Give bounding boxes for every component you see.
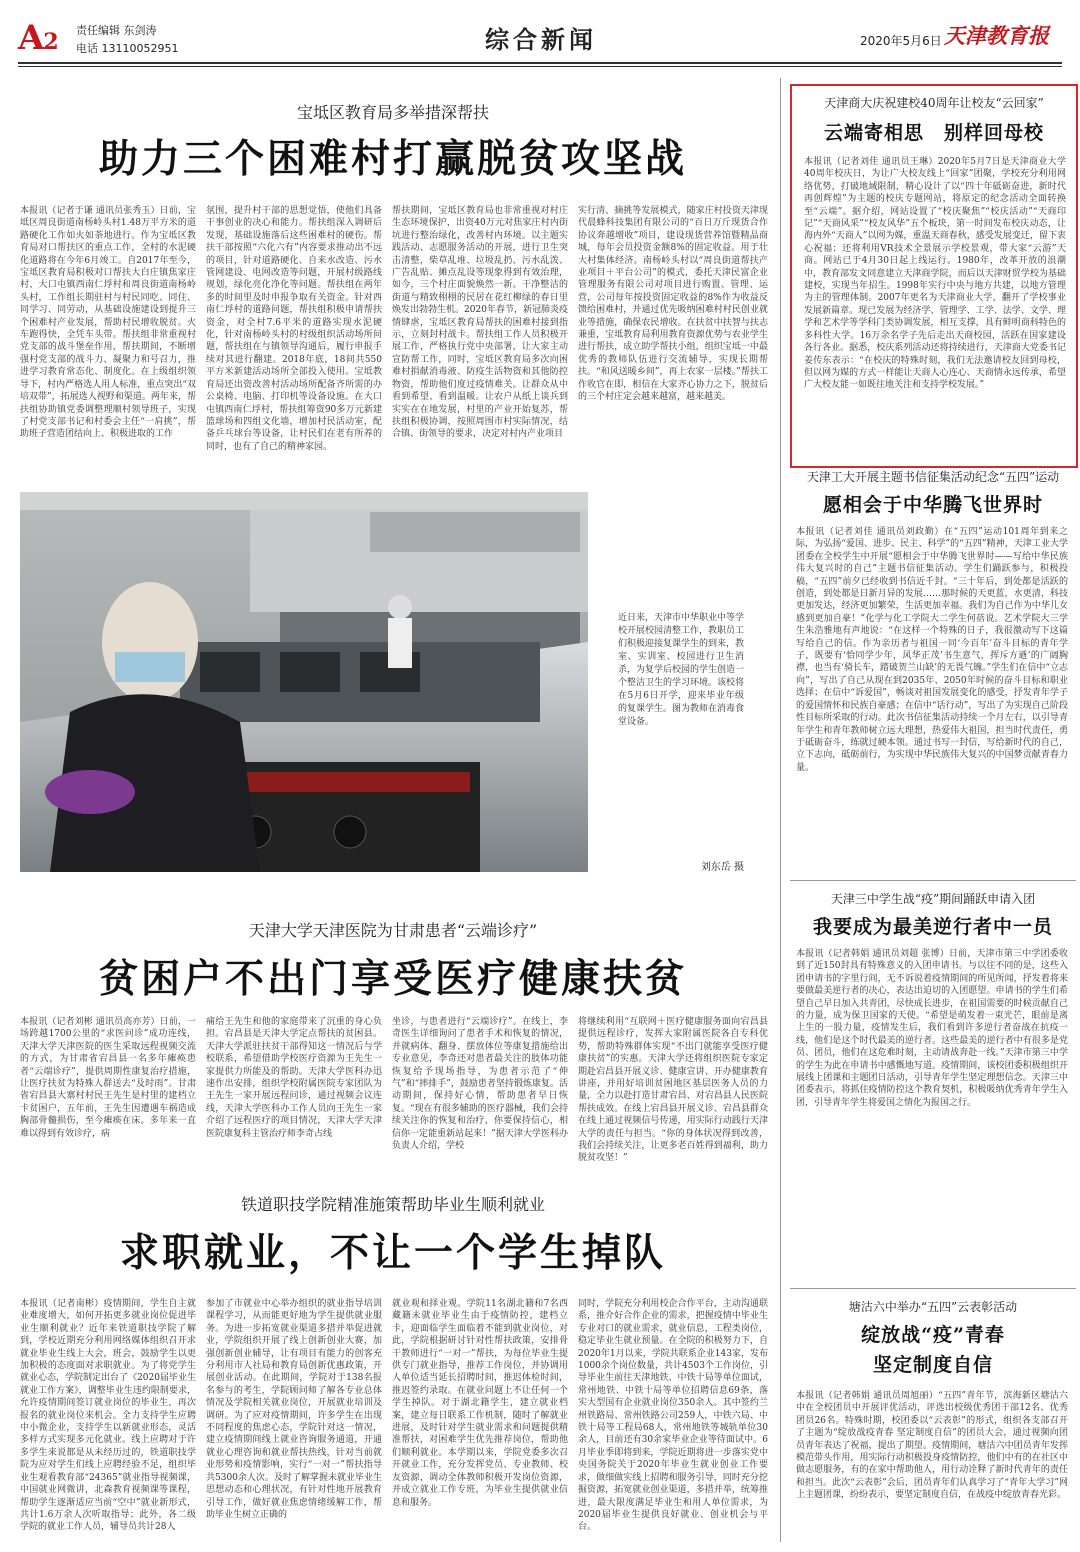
article2-column: 坐诊，与患者进行“云端诊疗”。在线上，李奇医生详细询问了患者手术和恢复的情况，并就病体、翻身、摆放体位等康复措施给出专业意见，李奇还对患者最关注的肢体功能恢复给予现场指导，为患者示范了“伸气”和“摔排手”，鼓励患者坚持锻炼康复。活动期间，保持好心情，帮助患者早日恢复。“现在有很多辅助的医疗器械，我们会持续关注你的恢复和治疗，你要保持信心，相信你一定能重新站起来！”据天津大学医科办负责人介绍，学校: [392, 1017, 568, 1152]
article1-column: 实行清、摘挑等发展模式，随家庄村投资天津现代晨蜂科技集团有限公司的“百日万斤现货合作协议奔越增收”项目，建设现货营养馆暨精品商城，每年会员投资金额8%的固定收益。用于壮大村集体经济。南杨岭头村以“周良街道帮扶产业项目＋平台公司”的模式，委托天津民富企业管理服务有限公司对项目进行购置、管理、运营，公司每年按投资固定收益的8%作为收益反馈给困难村，并通过优先吸纳困难村村民创业就业等措施，确保农民增收。在扶贫中扶智与扶志兼重，宝坻教育局利用教育资源优势与农业学生进行帮扶，成立助学帮扶小组，组织宝坻一中最优秀的教师队伍进行交流辅导，实现长期帮扶。“和风送暖乡间”，再上农家一层楼。”帮扶工作收官在即，相信在大家齐心协力之下，脱贫后的三个村庄定会越来越富，越来越美。: [578, 206, 768, 403]
side1-body: 本报讯（记者刘佳 通讯员王琳）2020年5月7日是天津商业大学40周年校庆日，为让广大校友线上“回家”团聚，学校充分利用网络优势，打破地域限制，精心设计了以“四十年砥砺奋进，新时代再创辉煌”为主题的校庆专题网站，将原定的纪念活动全面转换至“云端”。据介绍，网站设置了“校庆聚焦”“校庆活动”“天商印记”“天商风采”“校友风华”五个板块，第一时间发布校庆动态，让海内外“天商人”以网为媒，重温天商春秋，感受发展变迁，留下衷心祝福；还将利用VR技术全景展示学校景观，带大家“云游”天商。网站已于4月30日起上线运行。1980年，改革开放的浪潮中，教育部发文同意建立天津商学院，而后以天津财贸学校为基础建校，实现当年招生。1998年实行中央与地方共建，以地方管理为主的管理体制。2007年更名为天津商业大学，翻开了学校事业发展新篇章。现已发展为经济学、管理学、工学、法学、文学、理学和艺术学等学科门类协调发展，相互支撑，具有鲜明商科特色的多科性大学。16万余名学子先后走出天商校园，活跃在国家建设各行各业。据悉，校庆系列活动还将持续进行，天津商大党委书记姜传东表示：“在校庆的特殊时刻，我们无法邀请校友回到母校，但以网为媒的方式一样能让天商人心连心、天商情永远传承，希望广大校友能一如既往地关注和支持学校发展。”: [804, 157, 1066, 391]
article3-column: 参加了市就业中心举办组织的就业指导培训课程学习，从而能更好地为学生提供就业服务。为进一步拓宽就业渠道多措并举促进就业，学院组织开展了线上创新创业大赛，加强创新创业辅导，让有项目有能力的创客充分利用市人社局和教育局创新优惠政策，开展创业活动。在此期间，学院对于138名报名参与的考生，学院顾问师了解各专业总体情况及学院相关就业岗位，开展就业培训及调研。为了应对疫情期间，许多学生在出现不同程度的焦虑心态，学院针对这一情况，建立疫情期间线上就业咨询服务通道，开通就业心理咨询和就业帮扶热线，针对当前就业形势和疫情影响，实行“一对一”帮扶指导共5300余人次。及时了解掌握未就业毕业生思想动态和心理状况，有针对性地开展教育引导工作，做好就业焦虑情绪缓解工作，帮助毕业生树立正确的: [206, 1299, 382, 1520]
article1-column: 帮扶期间，宝坻区教育局也非常重视对村庄生态环境保护，出资40万元对焦家庄村内街坑进行整治绿化，改善村内环境。以主题实践活动、志愿服务活动的开展，进行卫生突击清整，柴草乱堆、垃圾乱扔、污水乱泼、广告乱贴、摊点乱设等现象得到有效治理，如今，三个村庄面貌焕然一新。干净整洁的街道与精致栩栩的民居在花红柳绿的春日里焕发出勃勃生机。2020年春节，新冠肺炎疫情肆虐，宝坻区教育局帮扶的困难村接到指示，立刻封村战卡。帮扶组工作人员积极开展工作，严格执行党中央部署，让大家主动宣防帮工作，同时，宝坻区教育局多次向困难村捐献消毒液、防疫生活物资和其他防控物资，帮助他们度过疫情难关。让群众从中看到希望、看到温暖。让农户从纸上谈兵到实实在在地发展，村里的产业开始复苏，帮扶组积极协调，按照周围市村实际情况，结合镇、街领导的要求，决定对村内产业项目: [392, 206, 568, 440]
article1-column: 氛围，提升村干部的思想觉悟，使他们具备干事创业的决心和能力。帮扶组深入调研后发现，基础设施落后这些困难村的硬伤。帮扶干部按照“六化六有”内容要求推动出不远的项目，针对道路硬化、自来水改造、污水管网建设、电网改造等问题，开展村级路线规划，绿化亮化净化等问题。帮扶组在两年多的时间里及时申报争取有关资金。针对西南仁垺村的道路问题，帮扶组积极申请帮扶资金，对全村7.6平米的道路实现水泥硬化，针对南杨岭头村的村级组织活动场所问题，帮扶组在与镇领导沟通后，履行申报手续对其进行翻建。2018年底，18间共550平方米新建活动场所全部投入使用。宝坻教育局还出资改善村活动场所配备齐所需的办公桌椅、电脑、打印机等设备设施。在大口屯镇西南仁垺村，帮扶组筹资90多万元新建篮球场和四组文化墙，增加村民活动室，配备乒乓球台等设备，让村民们在老有所养的同时，也有了自己的精神家园。: [206, 206, 382, 452]
side2-subtitle: 天津工大开展主题书信征集活动纪念“五四”运动: [806, 470, 1060, 484]
side3-subtitle: 天津三中学生战“疫”期间踊跃申请入团: [830, 892, 1036, 906]
article3-subtitle: 铁道职技学院精准施策帮助毕业生顺利就业: [240, 1195, 545, 1214]
article3-column: 本报讯（记者南彬）疫情期间，学生自主就业难度增大，如何开拓更多就业岗位促进毕业生顺利就业？近年来铁道职技学院了解到，学校近期充分利用网络媒体组织召开求就业毕业生线上大会，班会，鼓励学生以更加积极的态度面对求职就业。为了将党学生就业心态，学院制定出台了《2020届毕业生就业工作方案》，调整毕业生违约限制要求，允许疫情期间签订就业岗位的毕业生，再次报名的就业岗位来机会。全力支持学生应聘中小微企业，支持学生以新就业形态，灵活多样方式实现多元化就业。线上应聘对于许多学生来说都是从未经历过的，铁道职技学院为应对学生们线上应聘经验不足，组织毕业生观看教育部“24365”就业指导视频课，中国就业网微讲，北森教育视频课等课程，帮助学生逐渐适应当前“空中”就业新形式，共计1.6万余人次听取指导；此外，各二级学院的就业工作人员，辅导员共计28人: [20, 1299, 196, 1533]
article1-subtitle: 宝坻区教育局多举措深帮扶: [296, 103, 489, 122]
side1-title: 云端寄相思 别样回母校: [823, 122, 1044, 144]
side-divider: [790, 1288, 1076, 1289]
news-photo: [20, 492, 588, 872]
article2-column: 将继续利用“互联网＋医疗健康服务面向宕昌县提供远程诊疗，发挥大家附属医院各自专科优势，帮助特殊群体实现“不出门就能享受医疗健康扶贫”的实惠。天津大学还将组织医院专家定期赴宕昌县开展义诊、健康宣讲、开办健康教育讲座，并用好培训贫困地区基层医务人员的力量，全力以赴打造甘肃宕昌、对宕昌县人民医院帮扶成效。在线上宕昌县开展义诊、宕昌县群众在线上通过视频信号传递，用实际行动践行天津大学的责任与担当。“你的身体状况得到改善，我们会持续关注，让更多老百姓得到福利，助力脱贫攻坚！”: [578, 1017, 768, 1164]
side2-title: 愿相会于中华腾飞世界时: [822, 494, 1043, 516]
section-title: 综合新闻: [485, 25, 597, 54]
side-divider: [790, 880, 1076, 881]
newspaper-logo: 天津教育报: [944, 23, 1049, 48]
article1-title: 助力三个困难村打赢脱贫攻坚战: [98, 136, 687, 182]
masthead-rule: [18, 62, 1062, 64]
article2-title: 贫困户不出门享受医疗健康扶贫: [98, 956, 687, 1002]
article2-subtitle: 天津大学天津医院为甘肃患者“云端诊疗”: [248, 921, 538, 940]
kitchen-photo-illustration: [20, 492, 588, 872]
side3-title: 我要成为最美逆行者中一员: [812, 916, 1053, 938]
side4-title-line2: 坚定制度自信: [872, 1354, 993, 1376]
photo-caption: 近日来，天津市中华职业中等学校开展校园清整工作，教职员工们积极迎接复课学生的到来，教室、实训室、校园进行卫生消杀，为复学后校园的学生创造一个整洁卫生的学习环境。该校将在5月6日开学，迎来毕业年级的复课学生。图为教师在消毒食堂设备。: [618, 613, 745, 727]
side4-title-line1: 绽放战“疫”青春: [861, 1324, 1005, 1346]
page-number: A2: [18, 18, 58, 58]
column-divider: [780, 78, 781, 1542]
side2-body: 本报讯（记者刘佳 通讯员刘政勤）在“五四”运动101周年到来之际，为弘扬“爱国、进步、民主、科学”的“五四”精神，天津工业大学团委在全校学生中开展“愿相会于中华腾飞世界时——写给中华民族伟大复兴时的自己”主题书信征集活动。学生们踊跃参与，积极投稿，“五四”前夕已经收到书信近千封。“三十年后，到处都是活跃的创造，到处都是日新月异的发展……那时候的天更蓝，水更清，科技更加发达，经济更加繁荣，生活更加幸福。我们为自己作为中华儿女感到更加自豪！”化学与化工学院大二学生何蓓说。艺术学院大三学生朱浩雅地有声地说：“在这样一个特殊的日子，我很激动写下这篇写给自己的信。作为亲历者与祖国一同‘今百年’奋斗目标的青年学子，既要有‘恰同学少年，风华正茂’书生意气，挥斥方遒’的广阔胸襟，也当有‘骑长车，踏破贺兰山缺’的无畏气魄。”学生们在信中“立志向”，写出了自己从现在到2035年、2050年时候的奋斗目标和职业选择；在信中“诉爱国”，畅谈对祖国发展变化的感受，抒发青年学子的爱国情怀和民族自豪感；在信中“话行动”，写出了为实现自己阶段性目标所采取的行动。此次书信征集活动持续一个月左右，以引导青年学生和青年教师树立远大理想，热爱伟大祖国，担当时代责任，勇于砥砺奋斗，练就过硬本领。通过书写一封信，写给新时代的自己，立下志向，砥砺前行，为实现中华民族伟大复兴的中国梦贡献青春力量。: [796, 527, 1068, 773]
issue-date: 2020年5月6日: [860, 34, 942, 48]
article3-column: 就业观和择业观。学院11名湖北籍和7名西藏籍未就业毕业生由于疫情防控，建档立卡，迎面临学生面临着不能到就业岗位，对此，学院根据研讨针对性帮扶政策，安排骨干教师进行“一对一”帮扶，为每位毕业生提供专门就业指导，推荐工作岗位，并协调用人单位适当延长招聘时间，推迟体检时间，推迟签约录取。在就业问题上不让任何一个学生掉队。对于湖北籍学生，建立就业档案，建立每日联系工作机制，随时了解就业进展，及时针对学生就业需求和问题提供精准帮扶，对困难学生优先推荐岗位，帮助他们顺利就业。本学期以来，学院党委多次召开就业工作，充分发挥党员、专业教师、校友资源，调动全体教师积极开发岗位资源，并成立就业工作专班，为毕业生提供就业信息和服务。: [392, 1299, 568, 1508]
editor-phone: 电话 13110052951: [76, 42, 179, 55]
side4-subtitle: 塘沽六中举办“五四”云表彰活动: [848, 1300, 1018, 1314]
article1-column: 本报讯（记者于谦 通讯员张秀玉）日前，宝坻区周良街道南杨岭头村1.48万平方米的道路硬化工作如火如荼地进行。作为宝坻区教育局对口帮扶区的重点工作，全村的水泥硬化道路将在今年6月竣工。自2017年至今，宝坻区教育局积极对口帮扶大白庄镇焦家庄村、大口屯镇西南仁垺村和周良街道南杨岭头村，工作组长期驻村与村民同吃、同住、同学习、同劳动，从基础设施建设到提升三个困难村产业发展，帮助村民增收脱贫。火车跑得快，全凭车头带。帮扶组非常重视村党支部的战斗堡垒作用，帮扶期间，不断增强村党支部的战斗力、凝聚力和号召力，推进学习教育常态化、制度化。在上级组织领导下，村内严格选人用人标准，重点突出“双培双带”，拓展选人视野和渠道。两年来，帮扶组协助镇党委调整理顺村领导班子，实现了村党支部书记和村委会主任“一肩挑”，帮助班子营造团结向上、积极进取的工作: [20, 206, 196, 440]
masthead: [18, 18, 1062, 64]
editor-credit: 责任编辑 东剑涛: [76, 24, 157, 37]
article3-title: 求职就业，不让一个学生掉队: [119, 1230, 666, 1276]
article3-column: 同时，学院充分利用校企合作平台，主动沟通联系，推介好合作企业的需求，把握疫情中毕业生专业对口的就业需求，就业信息，工程类岗位，稳定毕业生就业预量。在全院的积极努力下，自2020年1月以来，学院共联系企业143家，发布1000余个岗位数量，共计4503个工作岗位，引导毕业生前往天津地铁、中铁十局等单位面试，常州地铁、中铁十局等单位招聘信息69条，落实大型国有企业就业岗位350余人。其中签约兰州铁路局、常州铁路公司259人，中铁六局、中铁十局等工程局68人，常州地铁等城轨单位30余人，目前还有30余家毕业企业等待面试中。6月毕业季即将到来，学院近期将进一步落实党中央国务院关于2020年毕业生就业创业工作要求，做细做实线上招聘和服务引导，同时充分挖掘资源，拓宽就业创业渠道，多措并举，统筹推进，最大限度满足毕业生和用人单位需求，为2020届毕业生提供良好就业、创业机会与平台。: [578, 1299, 768, 1533]
side4-body: 本报讯（记者韩娟 通讯员周旭丽）“五四”青年节，滨海新区塘沽六中在全校团员中开展评优活动，评选出校级优秀团干部12名、优秀团员26名。特殊时期，校团委以“云表彰”的形式，组织各支部召开了主题为“绽放战疫青春 坚定制度自信”的团员大会，通过视频向团员青年表达了祝福，提出了期望。疫情期间，塘沽六中团员青年发挥模范带头作用，用实际行动积极投身疫情防控，他们中有的在社区中做志愿服务，有的在家中帮助他人，用行动诠释了新时代青年的责任和担当。此次“云表彰”会后，团员青年们认真学习了“青年大学习”网上主题团课，纷纷表示，要坚定制度自信，在战疫中绽放青春光彩。: [796, 1391, 1068, 1501]
masthead-rule-thin: [18, 66, 1062, 67]
article2-column: 痛给王先生和他的家庭带来了沉重的身心负担。宕昌县是天津大学定点帮扶的贫困县。天津大学派驻扶贫干部得知这一情况后与学校联系，希望借助学校医疗资源为王先生一家提供力所能及的帮助。天津大学医科办迅速作出安排，组织学校附属医院专家团队为王先生一家开展远程问诊，通过视频会议连线，天津大学医科办工作人员向王先生一家介绍了远程医疗的项目情况，天津大学天津医院康复科主管治疗师李奇占线: [206, 1017, 382, 1139]
side1-subtitle: 天津商大庆祝建校40周年让校友“云回家”: [824, 96, 1044, 110]
photo-credit: 刘东岳 摄: [700, 862, 744, 873]
side3-body: 本报讯（记者韩娟 通讯员刘超 张博）日前，天津市第三中学团委收到了近150封具有特殊意义的入团申请书。与以往不同的是，这些入团申请书的字里行间，无不诉说着疫情期间的所见所闻，抒发着将来要做最美逆行者的决心，表达出迫切的入团愿望。申请书的学生们希望自己早日加入共青团，尽快成长进步，在祖国需要的时候贡献自己的力量，成为保卫国家的天使。“希望是萌发着一束光芒，眼前是离上生的一股力量，疫情发生后，我们看到许多逆行者奋战在抗疫一线，他们是这个时代最美的逆行者。这些最美的逆行者中有很多是党员、团员，他们在这危难时刻，主动请战奔赴一线。”天津市第三中学的学生为此在申请书中感慨地写道。疫情期间，该校团委积极组织开展线上团课和主题团日活动，引导青年学生坚定理想信念。天津三中团委表示，将抓住疫情防控这个教育契机，积极吸纳优秀青年学生入团，引导青年学生将爱国之情化为报国之行。: [796, 949, 1068, 1108]
article2-column: 本报讯（记者刘彬 通讯员高亦芳）日前，一场跨越1700公里的“求医问诊”成功连线，天津大学天津医院的医生采取远程视频交流的方式，为甘肃省宕昌县一名多年瘫痪患者“云端诊疗”，提供周期性康复治疗措施，让医疗扶贫为特殊人群送去“及时雨”。甘肃省宕昌县大寨村村民王先生是村里的建档立卡贫困户，五年前，王先生因遭遇车祸造成胸部骨髓损伤，至今瘫痪在床。多年来一直难以得到有效诊疗，病: [20, 1017, 196, 1139]
